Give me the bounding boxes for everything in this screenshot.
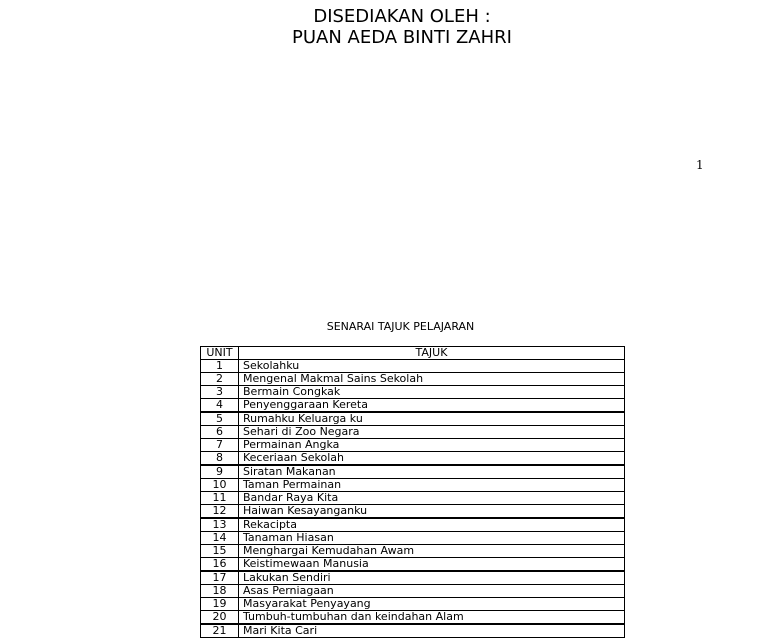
- topic-title-cell: Permainan Angka: [239, 439, 625, 452]
- unit-column-header: UNIT: [201, 347, 239, 360]
- table-row: [201, 505, 625, 519]
- unit-number-cell: 17: [201, 571, 239, 585]
- topic-title-cell: Asas Perniagaan: [239, 585, 625, 598]
- topic-title-cell: Sehari di Zoo Negara: [239, 426, 625, 439]
- table-row: [201, 399, 625, 413]
- topic-title-cell: Penyenggaraan Kereta: [239, 399, 625, 413]
- unit-number-cell: 16: [201, 558, 239, 572]
- unit-number-cell: 7: [201, 439, 239, 452]
- topic-title-cell: Keceriaan Sekolah: [239, 452, 625, 466]
- unit-number-cell: 10: [201, 479, 239, 492]
- unit-number-cell: 8: [201, 452, 239, 466]
- topic-title-cell: Haiwan Kesayanganku: [239, 505, 625, 519]
- topic-title-cell: Rekacipta: [239, 518, 625, 532]
- unit-number-cell: 15: [201, 545, 239, 558]
- topic-title-cell: Bandar Raya Kita: [239, 492, 625, 505]
- table-row: [201, 452, 625, 466]
- topic-title-cell: Mengenal Makmal Sains Sekolah: [239, 373, 625, 386]
- topic-title-cell: Rumahku Keluarga ku: [239, 412, 625, 426]
- topic-title-cell: Lakukan Sendiri: [239, 571, 625, 585]
- unit-number-cell: 1: [201, 360, 239, 373]
- unit-number-cell: 4: [201, 399, 239, 413]
- table-row: [201, 412, 625, 426]
- page-number: 1: [696, 158, 704, 172]
- table-row: [201, 558, 625, 572]
- table-row: [201, 426, 625, 439]
- table-row: [201, 518, 625, 532]
- table-row: [201, 492, 625, 505]
- unit-number-cell: 6: [201, 426, 239, 439]
- topic-title-cell: Siratan Makanan: [239, 465, 625, 479]
- topic-title-cell: Keistimewaan Manusia: [239, 558, 625, 572]
- unit-number-cell: 13: [201, 518, 239, 532]
- table-row: [201, 465, 625, 479]
- author-name-heading: PUAN AEDA BINTI ZAHRI: [292, 27, 512, 48]
- table-row: [201, 532, 625, 545]
- topic-column-header: TAJUK: [239, 347, 625, 360]
- lesson-topics-table: [200, 346, 625, 638]
- unit-number-cell: 11: [201, 492, 239, 505]
- table-row: [201, 598, 625, 611]
- table-row: [201, 585, 625, 598]
- table-row: [201, 360, 625, 373]
- unit-number-cell: 14: [201, 532, 239, 545]
- table-header-row: [201, 347, 625, 360]
- table-row: [201, 373, 625, 386]
- topic-title-cell: Masyarakat Penyayang: [239, 598, 625, 611]
- unit-number-cell: 5: [201, 412, 239, 426]
- table-row: [201, 571, 625, 585]
- topic-title-cell: Menghargai Kemudahan Awam: [239, 545, 625, 558]
- table-row: [201, 611, 625, 625]
- topic-title-cell: Sekolahku: [239, 360, 625, 373]
- unit-number-cell: 18: [201, 585, 239, 598]
- unit-number-cell: 20: [201, 611, 239, 625]
- table-body: [201, 360, 625, 638]
- table-row: [201, 545, 625, 558]
- topic-title-cell: Tanaman Hiasan: [239, 532, 625, 545]
- topic-title-cell: Taman Permainan: [239, 479, 625, 492]
- topic-title-cell: Mari Kita Cari: [239, 624, 625, 638]
- topic-title-cell: Bermain Congkak: [239, 386, 625, 399]
- unit-number-cell: 21: [201, 624, 239, 638]
- unit-number-cell: 3: [201, 386, 239, 399]
- prepared-by-heading: DISEDIAKAN OLEH :: [313, 6, 491, 27]
- unit-number-cell: 12: [201, 505, 239, 519]
- unit-number-cell: 9: [201, 465, 239, 479]
- table-row: [201, 439, 625, 452]
- lesson-list-title: SENARAI TAJUK PELAJARAN: [326, 320, 475, 333]
- table-row: [201, 624, 625, 638]
- table-row: [201, 479, 625, 492]
- topic-title-cell: Tumbuh-tumbuhan dan keindahan Alam: [239, 611, 625, 625]
- unit-number-cell: 19: [201, 598, 239, 611]
- unit-number-cell: 2: [201, 373, 239, 386]
- table-row: [201, 386, 625, 399]
